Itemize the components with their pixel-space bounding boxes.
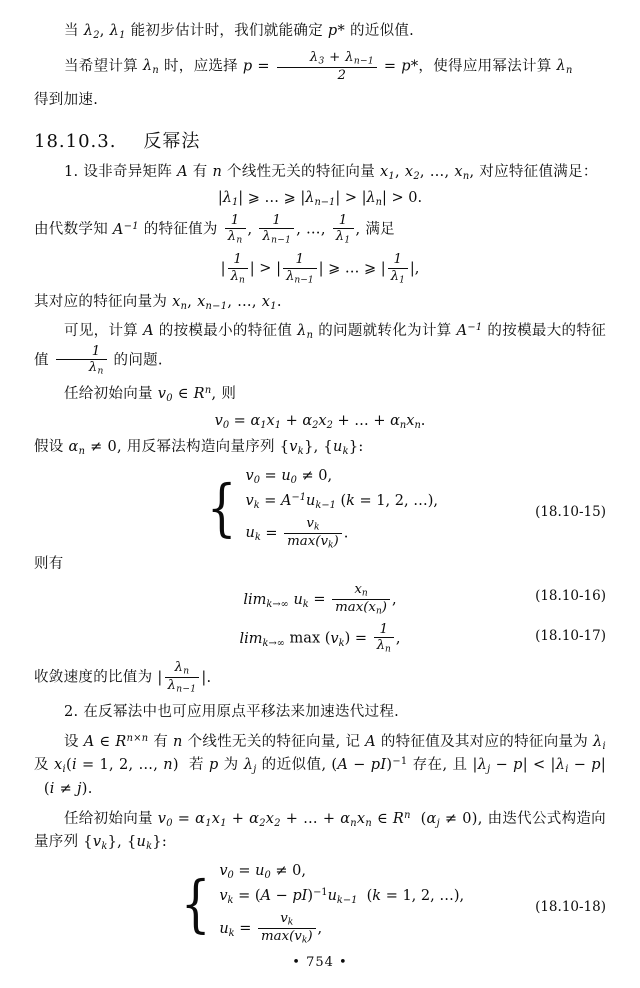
paragraph-initial-vector-2: 任给初始向量 $v_0 = \alpha_1x_1 + \alpha_2x_2$ + … + $\alpha_nx_n$ ∈ $R^n$ $(\alpha_j \ne 0)$, 由迭代公式构造向量序列 $\{v_k\}$, $\{u_k\}$:: [34, 809, 606, 853]
paragraph-visible-transform: 可见，计算 A 的按模最小的特征值 $\lambda_n$ 的问题就转化为计算 $A^{-1}$ 的按模最大的特征值 $\frac{1}{\lambda_n}$ 的问题.: [34, 322, 606, 377]
system2-line1: $v_0 = u_0 \ne 0$,: [219, 863, 306, 881]
fraction-1-over-lambda-1: $\frac{1}{\lambda_1}$: [333, 213, 354, 246]
item2-label: 2.: [64, 704, 79, 721]
paragraph-choose-p: 当希望计算 $\lambda_n$ 时，应选择 p = $\frac{\lambda_3 + \lambda_{n-1}}{2}$ = p*，使得应用幂法计算 $\lambda_n$: [64, 49, 573, 83]
paragraph-convergence-rate: 收敛速度的比值为 | $\frac{\lambda_n}{\lambda_{n-1}}$ |.: [34, 660, 212, 695]
paragraph-lambda-estimate: 当 $\lambda_2$, $\lambda_1$ 能初步估计时，我们就能确定 p* 的近似值.: [64, 23, 415, 41]
system1-line3: $u_k$ = $\frac{v_k}{\max(v_k)}$ .: [245, 515, 349, 551]
equation-block-18-10-15: [34, 466, 606, 551]
limit-max-vk: $\lim_{k\to\infty} \max (v_k)$ = $\frac{1}{\lambda_n}$ ,: [239, 621, 401, 655]
equation-number-18-10-15: (18.10-15): [535, 503, 606, 520]
fraction-1-over-lambda-n: $\frac{1}{\lambda_n}$: [225, 213, 246, 246]
page-content: [34, 20, 606, 948]
paragraph-item1: 1. 设非奇异矩阵 A 有 n 个线性无关的特征向量 $x_1$, $x_2$, …, $x_n$, 对应特征值满足：: [64, 163, 598, 182]
brace-system-1: [34, 466, 606, 551]
fraction-1-over-lambda-n-b: $\frac{1}{\lambda_n}$: [56, 344, 107, 377]
section-title: 反幂法: [143, 130, 201, 152]
item1-label: 1.: [64, 163, 79, 180]
equation-block-18-10-16: [34, 582, 606, 617]
equation-block-18-10-18: [34, 861, 606, 946]
section-heading: [34, 127, 606, 153]
paragraph-then: 则有: [34, 555, 64, 572]
paragraph-accelerate: 得到加速.: [34, 92, 99, 109]
section-number: 18.10.3.: [34, 130, 117, 152]
equation-v0-expansion: $v_0 = \alpha_1x_1 + \alpha_2x_2$ + … + $\alpha_nx_n$.: [214, 413, 426, 431]
left-brace-icon: {: [206, 471, 237, 545]
page-folio: • 754 •: [292, 955, 348, 970]
brace-system-2: [34, 861, 606, 946]
equation-number-18-10-18: (18.10-18): [535, 899, 606, 916]
system2-line3: $u_k$ = $\frac{v_k}{\max(v_k)}$ ,: [219, 911, 323, 946]
fraction-1-over-lambda-n-1: $\frac{1}{\lambda_{n-1}}$: [259, 213, 294, 246]
inequality-eigenvalues-2: | $\frac{1}{\lambda_n}$ | > | $\frac{1}{\lambda_{n-1}}$ | ⩾ … ⩾ | $\frac{1}{\lambda_1}$ |,: [220, 252, 420, 286]
paragraph-assume-alpha: 假设 $\alpha_n \ne 0$, 用反幂法构造向量序列 $\{v_k\}$, $\{u_k\}$:: [34, 438, 364, 457]
equation-number-18-10-17: (18.10-17): [535, 627, 606, 644]
inequality-eigenvalues-1: $|\lambda_1|$ ⩾ … ⩾ $|\lambda_{n-1}| > |\lambda_n| > 0$.: [217, 190, 423, 208]
paragraph-inverse-eigen: 由代数学知 $A^{-1}$ 的特征值为 $\frac{1}{\lambda_n}$ , $\frac{1}{\lambda_{n-1}}$ , …, $\frac{1}{\lambda_1}$ , 满足: [34, 212, 395, 246]
equation-block-18-10-17: [34, 622, 606, 655]
paragraph-item2: 2. 在反幂法中也可应用原点平移法来加速迭代过程.: [64, 704, 400, 721]
paragraph-setup-shift: 设 A ∈ $R^{n\times n}$ 有 n 个线性无关的特征向量, 记 A 的特征值及其对应的特征向量为 $\lambda_i$ 及 $x_i(i = 1$, 2, …, n) 若 p 为 $\lambda_j$ 的近似值, (A − pI)$^{-1}$ 存在, 且 $|\lambda_j - p| < |\lambda_i - p|$ (i ≠ j).: [34, 732, 607, 798]
system1-line2: $v_k = A^{-1}u_{k-1}$ (k = 1, 2, …),: [245, 491, 438, 511]
system2-line2: $v_k = (A - pI)^{-1}u_{k-1}$ (k = 1, 2, …),: [219, 887, 465, 906]
paragraph-eigenvectors-order: 其对应的特征向量为 $x_n$, $x_{n-1}$, …, $x_1$.: [34, 293, 282, 312]
limit-uk: $\lim_{k\to\infty} u_k$ = $\frac{x_n}{\max(x_n)}$ ,: [243, 582, 397, 617]
equation-number-18-10-16: (18.10-16): [535, 588, 606, 605]
left-brace-icon-2: {: [180, 866, 211, 940]
paragraph-initial-vector: 任给初始向量 $v_0$ ∈ $R^n$, 则: [64, 385, 237, 405]
fraction-lambda-sum: $\frac{\lambda_3 + \lambda_{n-1}}{2}$: [277, 50, 377, 83]
system1-line1: $v_0 = u_0 \ne 0$,: [245, 467, 333, 486]
